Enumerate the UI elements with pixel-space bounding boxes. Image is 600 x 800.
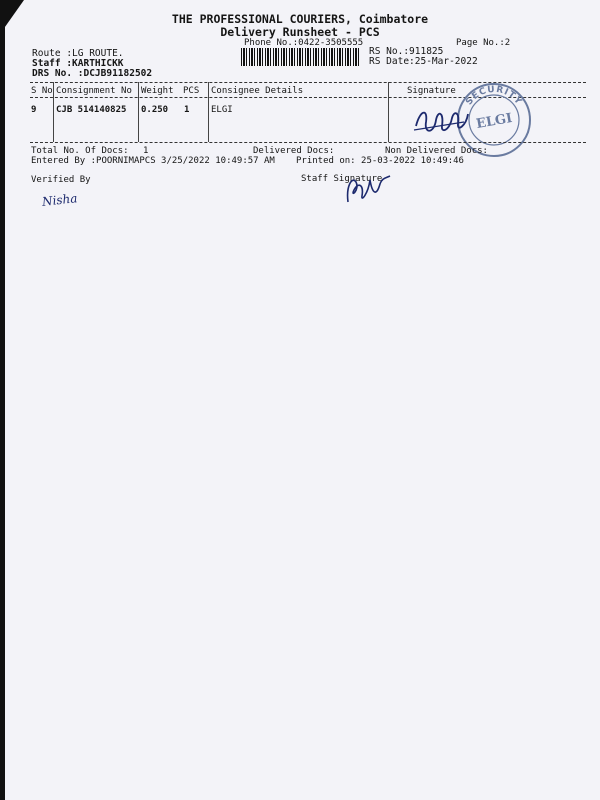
column-header-pcs: PCS [183, 86, 200, 96]
column-header-signature: Signature [407, 86, 456, 96]
cell-weight: 0.250 [141, 105, 169, 115]
drs-number: DRS No. :DCJB91182502 [32, 68, 153, 79]
verified-by-label: Verified By [31, 175, 91, 185]
staff-signature-label: Staff Signature [301, 174, 383, 184]
printed-on: Printed on: 25-03-2022 10:49:46 [296, 156, 464, 166]
col-divider [138, 82, 139, 142]
svg-text:SECURITY [464, 85, 523, 108]
rs-date: RS Date:25-Mar-2022 [369, 56, 478, 67]
column-header-weight: Weight [141, 86, 174, 96]
table-bottom-rule [30, 142, 586, 143]
cell-pcs: 1 [184, 105, 190, 115]
total-docs-label: Total No. Of Docs: [31, 146, 129, 156]
column-header-consignee: Consignee Details [211, 86, 304, 96]
non-delivered-docs: Non Delivered Docs: [385, 146, 488, 156]
staff-label: Staff :KARTHICKK [32, 58, 124, 69]
entered-by: Entered By :POORNIMAPCS 3/25/2022 10:49:57 AM [31, 156, 275, 166]
cell-consignment: CJB 514140825 [56, 105, 127, 115]
column-header-sno: S No [31, 86, 53, 96]
runsheet-title: Delivery Runsheet - PCS [220, 25, 380, 39]
delivered-docs: Delivered Docs: [253, 146, 335, 156]
stamp-top-text: SECURITY [464, 84, 524, 108]
total-docs-value: 1 [143, 146, 149, 156]
stamp-center-text: ELGI [475, 110, 514, 133]
handwritten-verifier-name: Nisha [41, 191, 79, 209]
phone-number: Phone No.:0422-3505555 [244, 38, 364, 48]
col-divider [53, 82, 54, 142]
cell-sno: 9 [31, 105, 37, 115]
delivery-signature [412, 104, 472, 140]
cell-consignee: ELGI [211, 105, 233, 115]
column-header-consignment: Consignment No [56, 86, 132, 96]
scan-left-edge [0, 0, 5, 800]
col-divider [208, 82, 209, 142]
staff-signature [342, 172, 394, 206]
barcode [241, 48, 361, 66]
col-divider [388, 82, 389, 142]
company-title: THE PROFESSIONAL COURIERS, Coimbatore [171, 12, 429, 26]
page-number: Page No.:2 [456, 38, 511, 48]
route-label: Route :LG ROUTE. [32, 48, 124, 59]
rs-number: RS No.:911825 [369, 46, 444, 57]
